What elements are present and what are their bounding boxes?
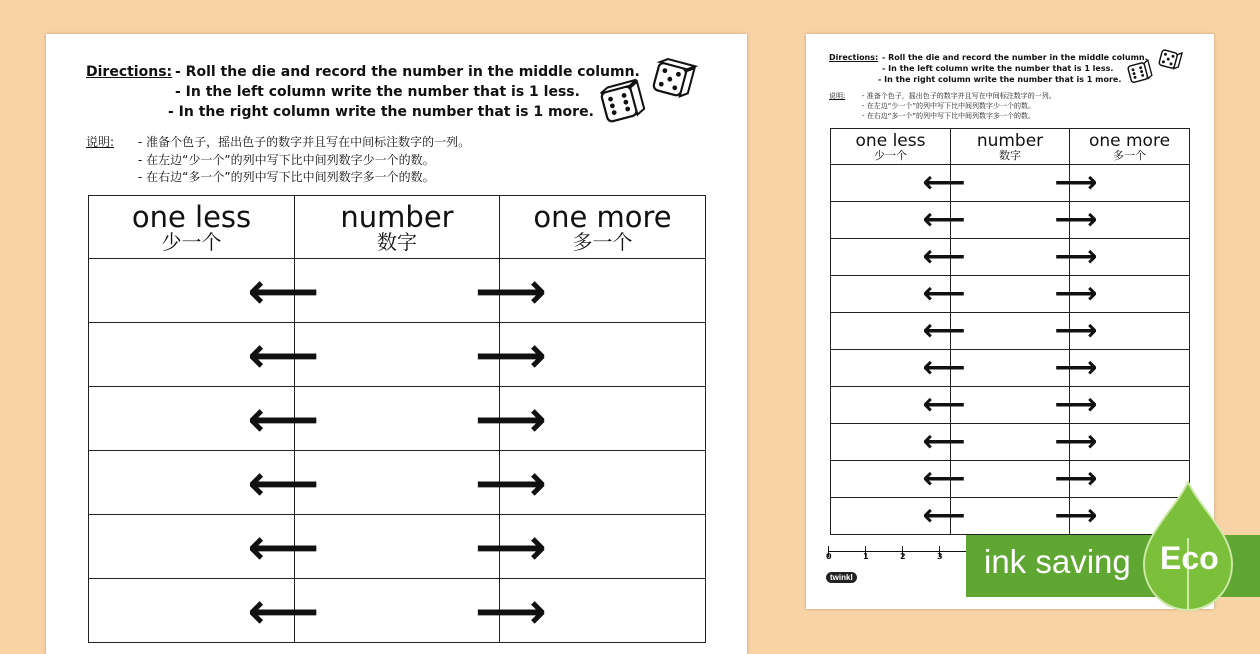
worksheet-large <box>46 34 747 654</box>
header-one-more: one more 多一个 <box>1070 129 1190 165</box>
chinese-line-1: - 准备个色子，摇出色子的数字并且写在中间标注数字的一列。 <box>138 135 471 149</box>
right-arrow-icon: ⟶ <box>474 581 547 640</box>
right-arrow-icon: ⟶ <box>474 453 547 512</box>
left-arrow-icon: ⟵ <box>922 461 966 496</box>
left-arrow-icon: ⟵ <box>922 276 966 311</box>
table-row <box>831 313 1190 350</box>
tick-1: 1 <box>863 552 869 561</box>
right-arrow-icon: ⟶ <box>1054 424 1098 459</box>
table-row <box>831 202 1190 239</box>
cell-one-more[interactable] <box>500 323 706 387</box>
table-row <box>831 276 1190 313</box>
directions-line-2: - In the left column write the number that is 1 less. <box>882 64 1114 73</box>
left-arrow-icon: ⟵ <box>247 453 320 512</box>
cell-one-more[interactable] <box>1070 424 1190 461</box>
table-row <box>89 387 706 451</box>
left-arrow-icon: ⟵ <box>922 202 966 237</box>
left-arrow-icon: ⟵ <box>922 424 966 459</box>
table-row <box>831 165 1190 202</box>
chinese-line-2: - 在左边“少一个”的列中写下比中间列数字少一个的数。 <box>862 102 1036 110</box>
chinese-label: 说明: <box>829 92 846 100</box>
table-row <box>89 515 706 579</box>
header-one-more: one more 多一个 <box>500 196 706 259</box>
table-row <box>831 424 1190 461</box>
twinkl-logo: twinkl <box>826 572 857 583</box>
right-arrow-icon: ⟶ <box>474 261 547 320</box>
cell-one-more[interactable] <box>500 451 706 515</box>
tick-3: 3 <box>937 552 943 561</box>
cell-number[interactable] <box>247 515 547 579</box>
cell-one-more[interactable] <box>500 579 706 643</box>
cell-one-more[interactable] <box>500 387 706 451</box>
header-number: number 数字 <box>951 129 1070 165</box>
chinese-label: 说明: <box>86 135 115 149</box>
left-arrow-icon: ⟵ <box>247 325 320 384</box>
cell-number[interactable] <box>922 239 1098 276</box>
chinese-line-1: - 准备个色子，摇出色子的数字并且写在中间标注数字的一列。 <box>862 92 1056 100</box>
right-arrow-icon: ⟶ <box>1054 276 1098 311</box>
cell-number[interactable] <box>922 350 1098 387</box>
tick-0: 0 <box>826 552 832 561</box>
table-body-large <box>89 259 706 643</box>
table-row <box>831 350 1190 387</box>
directions-line-1: - Roll the die and record the number in the middle column. <box>175 64 640 80</box>
table-row <box>89 451 706 515</box>
right-arrow-icon: ⟶ <box>1054 165 1098 200</box>
cell-number[interactable] <box>922 461 1098 498</box>
directions-label: Directions: <box>829 53 879 62</box>
cell-number[interactable] <box>922 387 1098 424</box>
left-arrow-icon: ⟵ <box>247 261 320 320</box>
cell-one-more[interactable] <box>500 259 706 323</box>
table-header-row <box>89 196 706 259</box>
cell-one-more[interactable] <box>1070 350 1190 387</box>
right-arrow-icon: ⟶ <box>1054 239 1098 274</box>
directions-line-3: - In the right column write the number that is 1 more. <box>168 104 594 120</box>
right-arrow-icon: ⟶ <box>1054 461 1098 496</box>
right-arrow-icon: ⟶ <box>474 389 547 448</box>
left-arrow-icon: ⟵ <box>247 517 320 576</box>
left-arrow-icon: ⟵ <box>922 350 966 385</box>
dice-icon <box>648 56 698 102</box>
right-arrow-icon: ⟶ <box>474 517 547 576</box>
table-row <box>831 387 1190 424</box>
right-arrow-icon: ⟶ <box>474 325 547 384</box>
cell-one-more[interactable] <box>1070 239 1190 276</box>
cell-one-more[interactable] <box>1070 387 1190 424</box>
table-row <box>831 461 1190 498</box>
cell-number[interactable] <box>247 451 547 515</box>
cell-one-more[interactable] <box>1070 276 1190 313</box>
right-arrow-icon: ⟶ <box>1054 202 1098 237</box>
right-arrow-icon: ⟶ <box>1054 313 1098 348</box>
cell-number[interactable] <box>922 276 1098 313</box>
table-row <box>831 498 1190 535</box>
cell-number[interactable] <box>922 498 1098 535</box>
right-arrow-icon: ⟶ <box>1054 387 1098 422</box>
cell-number[interactable] <box>247 323 547 387</box>
directions-label: Directions: <box>86 64 173 80</box>
left-arrow-icon: ⟵ <box>247 581 320 640</box>
header-one-less: one less 少一个 <box>831 129 951 165</box>
tick-2: 2 <box>900 552 906 561</box>
directions-line-3: - In the right column write the number that is 1 more. <box>878 75 1122 84</box>
left-arrow-icon: ⟵ <box>922 498 966 533</box>
cell-one-more[interactable] <box>500 515 706 579</box>
header-number: number 数字 <box>295 196 500 259</box>
cell-one-more[interactable] <box>1070 165 1190 202</box>
table-header-row <box>831 129 1190 165</box>
cell-number[interactable] <box>247 387 547 451</box>
cell-one-more[interactable] <box>1070 313 1190 350</box>
cell-number[interactable] <box>247 579 547 643</box>
eco-label: Eco <box>1160 540 1219 576</box>
table-row <box>831 239 1190 276</box>
cell-number[interactable] <box>247 259 547 323</box>
number-table <box>88 195 706 643</box>
left-arrow-icon: ⟵ <box>922 313 966 348</box>
dice-icon <box>1156 46 1184 72</box>
right-arrow-icon: ⟶ <box>1054 350 1098 385</box>
cell-one-more[interactable] <box>1070 202 1190 239</box>
cell-number[interactable] <box>922 424 1098 461</box>
chinese-line-3: - 在右边“多一个”的列中写下比中间列数字多一个的数。 <box>138 170 435 184</box>
number-table <box>830 128 1190 535</box>
table-row <box>89 259 706 323</box>
cell-number[interactable] <box>922 165 1098 202</box>
chinese-line-2: - 在左边“少一个”的列中写下比中间列数字少一个的数。 <box>138 153 435 167</box>
left-arrow-icon: ⟵ <box>922 165 966 200</box>
header-one-less: one less 少一个 <box>89 196 295 259</box>
directions-line-2: - In the left column write the number that is 1 less. <box>175 84 580 100</box>
directions-line-1: - Roll the die and record the number in the middle column. <box>882 53 1148 62</box>
left-arrow-icon: ⟵ <box>247 389 320 448</box>
cell-number[interactable] <box>922 202 1098 239</box>
left-arrow-icon: ⟵ <box>922 239 966 274</box>
table-row <box>89 323 706 387</box>
left-arrow-icon: ⟵ <box>922 387 966 422</box>
dice-icon <box>1126 58 1154 86</box>
right-arrow-icon: ⟶ <box>1054 498 1098 533</box>
chinese-line-3: - 在右边“多一个”的列中写下比中间列数字多一个的数。 <box>862 112 1036 120</box>
ink-saving-text: ink saving <box>984 543 1131 580</box>
cell-number[interactable] <box>922 313 1098 350</box>
table-row <box>89 579 706 643</box>
table-body-small <box>831 165 1190 535</box>
dice-icon <box>598 78 648 128</box>
